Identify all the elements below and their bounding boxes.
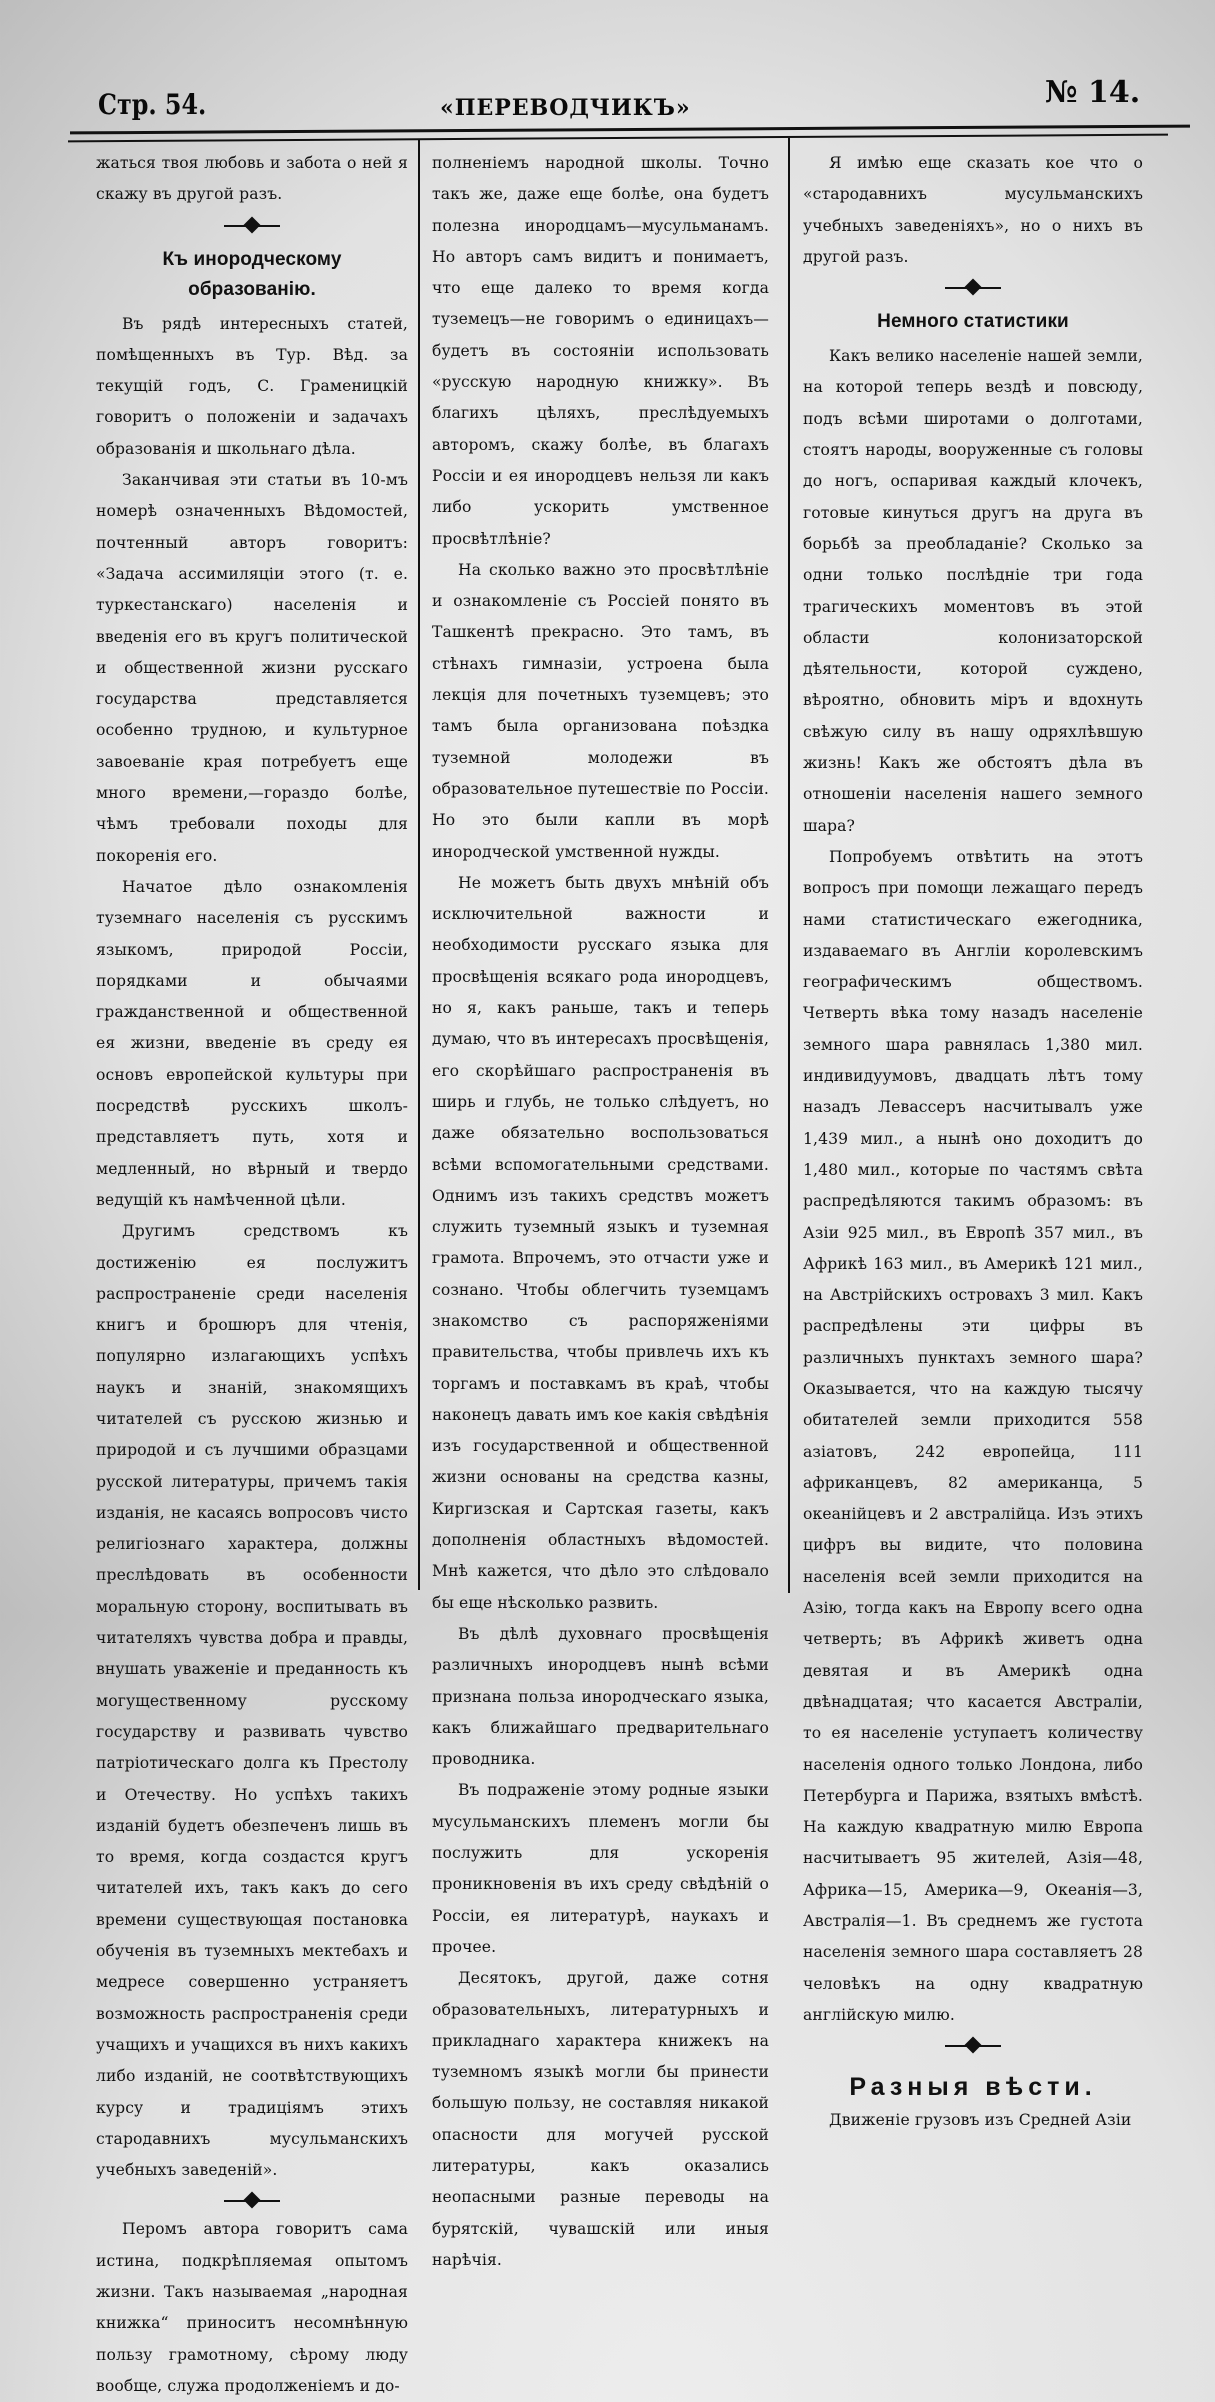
ornament-divider [803, 273, 1143, 301]
article-heading: Немного статистики [877, 311, 1069, 333]
paragraph: полненіемъ народной школы. Точно такъ же, даже еще болѣе, она будетъ полезна инородцамъ—мусульманамъ. Но авторъ самъ видитъ и понимаетъ, что еще далеко то время когда туземецъ—не говоримъ о единицахъ—будетъ въ состояніи использовать «русскую народную книжку». Въ благихъ цѣляхъ, преслѣдуемыхъ авторомъ, скажу болѣе, въ благахъ Россіи и ея инородцевъ нельзя ли какъ либо ускорить умственное просвѣтлѣніе? [432, 154, 769, 548]
column-divider [788, 138, 790, 1593]
ornament-divider [96, 2186, 408, 2214]
paragraph: Какъ велико населеніе нашей земли, на которой теперь вездѣ и повсюду, подъ всѣми широтами о долготами, стоятъ народы, вооруженные съ головы до ногъ, оспаривая каждый клочекъ, готовые кинуться другъ на друга въ борьбѣ за преобладаніе? Сколько за одни только послѣдніе три года трагическихъ моментовъ въ этой области колонизаторской дѣятельности, которой суждено, вѣроятно, обновить міръ и вдохнуть свѣжую силу въ нашу одряхлѣвшую жизнь! Какъ же обстоятъ дѣла въ отношеніи населенія нашего земного шара? [803, 347, 1143, 835]
newspaper-title: «ПЕРЕВОДЧИКЪ» [440, 95, 691, 121]
issue-number: № 14. [1045, 75, 1141, 110]
article-heading: Къ инородческому образованію. [162, 248, 342, 300]
paragraph: Начатое дѣло ознакомленія туземнаго населенія съ русскимъ языкомъ, природой Россіи, порядками и обычаями гражданственной и общественной ея жизни, введеніе въ среду ея основъ европейской культуры при посредствѣ русскихъ школъ-представляетъ путь, хотя и медленный, но вѣрный и твердо ведущій къ намѣченной цѣли. [96, 877, 408, 1209]
paragraph: Другимъ средствомъ къ достиженію ея послужитъ распространеніе среди населенія книгъ и брошюръ для чтенія, популярно излагающихъ успѣхъ наукъ и знаній, знакомящихъ читателей съ русскою жизнью и природой и съ лучшими образцами русской литературы, причемъ такія изданія, не касаясь вопросовъ чисто религіознаго характера, должны преслѣдовать въ особенности моральную сторону, воспитывать въ читателяхъ чувства добра и правды, внушать уваженіе и преданность къ могущественному русскому государству и развивать чувство патріотическаго долга къ Престолу и Отечеству. Но успѣхъ такихъ изданій будетъ обезпеченъ лишь въ то время, когда создастся кругъ читателей ихъ, такъ какъ до сего времени существующая постановка обученія въ туземныхъ мектебахъ и медресе совершенно устраняетъ возможность распространенія среди учащихъ и учащихся въ нихъ какихъ либо изданій, не соотвѣтствующихъ курсу и традиціямъ этихъ стародавнихъ мусульманскихъ учебныхъ заведеній». [96, 1222, 408, 2180]
ornament-divider [96, 211, 408, 239]
header-rule-bottom [68, 134, 1168, 143]
paragraph: Въ дѣлѣ духовнаго просвѣщенія различныхъ инородцевъ нынѣ всѣми признана польза инородческаго языка, какъ ближайшаго предварительнаго проводника. [432, 1624, 769, 1769]
paragraph: Я имѣю еще сказать кое что о «стародавнихъ мусульманскихъ учебныхъ заведеніяхъ», но о нихъ въ другой разъ. [803, 154, 1143, 266]
continued-text: жаться твоя любовь и забота о ней я скажу въ другой разъ. [96, 154, 408, 204]
paragraph: Движеніе грузовъ изъ Средней Азіи [829, 2111, 1132, 2130]
column-3 [803, 148, 1143, 2137]
paragraph: Въ подраженіе этому родные языки мусульманскихъ племенъ могли бы послужить для ускоренія проникновенія въ ихъ среду свѣдѣній о Россіи, ея литературѣ, наукахъ и прочее. [432, 1781, 769, 1956]
paragraph: Перомъ автора говоритъ сама истина, подкрѣпляемая опытомъ жизни. Такъ называемая „народная книжка“ приноситъ несомнѣнную пользу грамотному, сѣрому люду вообще, служа продолженіемъ и до- [96, 2220, 408, 2395]
paragraph: Попробуемъ отвѣтить на этотъ вопросъ при помощи лежащаго передъ нами статистическаго ежегодника, издаваемаго въ Англіи королевскимъ географическимъ обществомъ. Четверть вѣка тому назадъ населеніе земного шара равнялась 1,380 мил. индивидуумовъ, двадцать лѣтъ тому назадъ Левассеръ насчитывалъ уже 1,439 мил., а нынѣ оно доходитъ до 1,480 мил., которые по частямъ свѣта распредѣляются такимъ образомъ: въ Азіи 925 мил., въ Европѣ 357 мил., въ Африкѣ 163 мил., въ Америкѣ 121 мил., на Австрійскихъ островахъ 3 мил. Какъ распредѣлены эти цифры въ различныхъ пунктахъ земного шара? Оказывается, что на каждую тысячу обитателей земли приходится 558 азіатовъ, 242 европейца, 111 африканцевъ, 82 американца, 5 океанійцевъ и 2 австралійца. Изъ этихъ цифръ вы видите, что половина населенія всей земли приходится на Азію, тогда какъ на Европу всего одна четверть; въ Африкѣ живетъ одна девятая и въ Америкѣ одна двѣнадцатая; что касается Австраліи, то ея населеніе уступаетъ количеству населенія одного только Лондона, либо Петербурга и Парижа, взятыхъ вмѣстѣ. На каждую квадратную милю Европа насчитываетъ 95 жителей, Азія—48, Африка—15, Америка—9, Океанія—3, Австралія—1. Въ среднемъ же густота населенія земного шара составляетъ 28 человѣкъ на одну квадратную англійскую милю. [803, 847, 1143, 2024]
column-2 [432, 148, 769, 2276]
header-rule-top [70, 125, 1190, 135]
column-1 [96, 148, 408, 2402]
column-divider [418, 140, 420, 1590]
ornament-divider [803, 2031, 1143, 2059]
paragraph: Заканчивая эти статьи въ 10-мъ номерѣ означенныхъ Вѣдомостей, почтенный авторъ говоритъ: «Задача ассимиляціи этого (т. е. туркестанскаго) населенія и введенія его въ кругъ политической и общественной жизни русскаго государства представляется особенно трудною, и культурное завоеваніе края потребуетъ еще много времени,—гораздо болѣе, чѣмъ требовали походы для покоренія его. [96, 471, 408, 865]
paragraph: Десятокъ, другой, даже сотня образовательныхъ, литературныхъ и прикладнаго характера книжекъ на туземномъ языкѣ могли бы принести большую пользу, не составляя никакой опасности для могучей русской литературы, какъ оказались неопасными разные переводы на бурятскій, чувашскій или иныя нарѣчія. [432, 1969, 769, 2269]
section-heading: Разныя вѣсти. [849, 2073, 1097, 2102]
paragraph: Не можетъ быть двухъ мнѣній объ исключительной важности и необходимости русскаго языка для просвѣщенія всякаго рода инородцевъ, но я, какъ раньше, такъ и теперь думаю, что въ интересахъ просвѣщенія, его скорѣйшаго распространенія въ ширь и глубь, не только слѣдуетъ, но даже обязательно воспользоваться всѣми вспомогательными средствами. Однимъ изъ такихъ средствъ можетъ служить туземный языкъ и туземная грамота. Впрочемъ, это отчасти уже и сознано. Чтобы облегчить туземцамъ знакомство съ распоряженіями правительства, чтобы привлечь ихъ къ торгамъ и поставкамъ въ краѣ, чтобы наконецъ давать имъ кое какія свѣдѣнія изъ государственной и общественной жизни основаны на средства казны, Киргизская и Сартская газеты, какъ дополненія областныхъ вѣдомостей. Мнѣ кажется, что дѣло это слѣдовало бы еще нѣсколько развить. [432, 873, 769, 1612]
paragraph: На сколько важно это просвѣтлѣніе и ознакомленіе съ Россіей понято въ Ташкентѣ прекрасно. Это тамъ, въ стѣнахъ гимназіи, устроена была лекція для почетныхъ туземцевъ; это тамъ была организована поѣздка туземной молодежи въ образовательное путешествіе по Россіи. Но это были капли въ морѣ инородческой умственной нужды. [432, 560, 769, 861]
paragraph: Въ рядѣ интересныхъ статей, помѣщенныхъ въ Тур. Вѣд. за текущій годъ, С. Граменицкій говоритъ о положеніи и задачахъ образованія и школьнаго дѣла. [96, 314, 408, 458]
page-number: Стр. 54. [98, 88, 207, 121]
